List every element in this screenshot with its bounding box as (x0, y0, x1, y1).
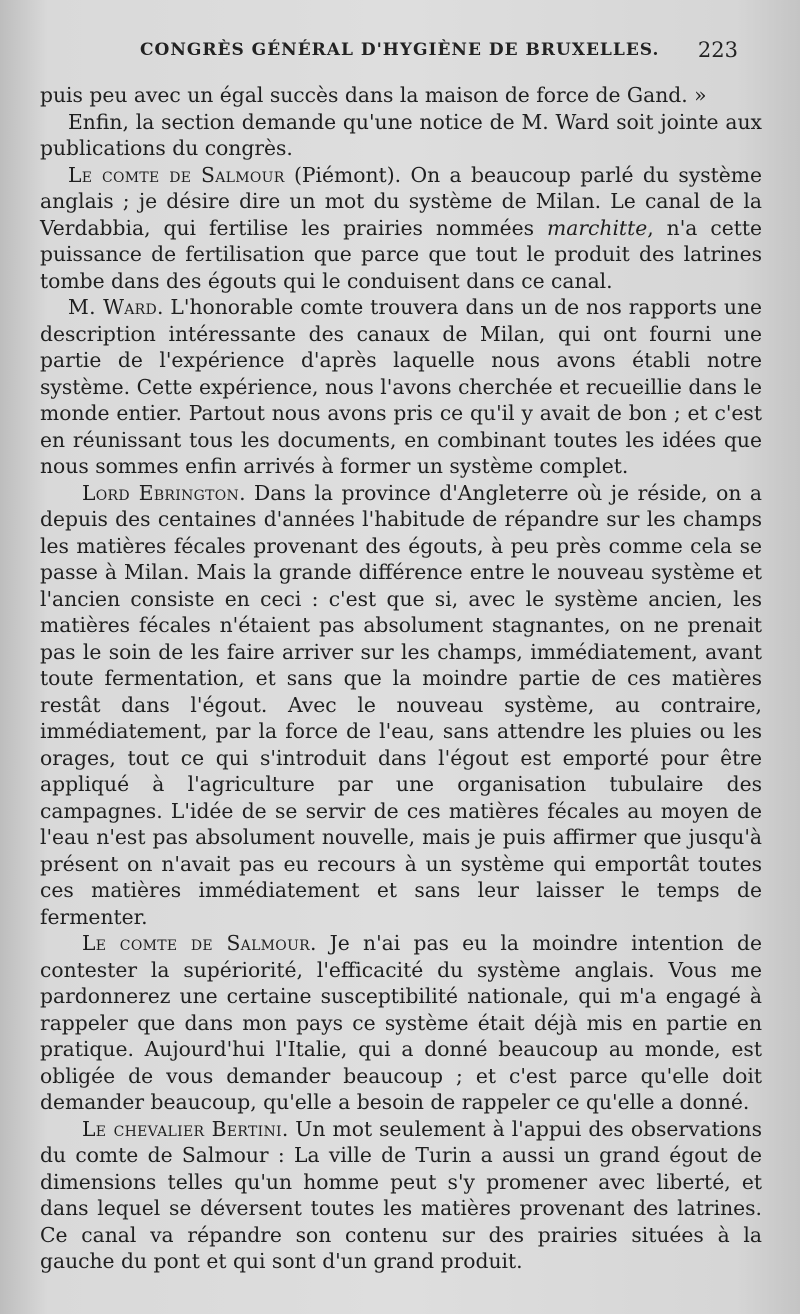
body-text (40, 82, 762, 1275)
italic-term: marchitte (547, 215, 648, 240)
paragraph-3 (40, 162, 762, 295)
paragraph-text: (Piémont). On a beaucoup parlé du système anglais ; je désire dire un mot du système de Milan. Le canal de la Verdabbia, qui fertilise les prairies nommées (40, 162, 762, 240)
paragraph-4 (40, 294, 762, 480)
paragraph-text: . L'honorable comte trouvera dans un de nos rapports une description intéressante des canaux de Milan, qui ont fourni une partie de l'expérience d'après laquelle nous avons établi notre système. Cette expérience, nous l'avons cherchée et recueillie dans le monde entier. Partout nous avons pris ce qu'il y avait de bon ; et c'est en réunissant tous les documents, en combinant toutes les idées que nous sommes enfin arrivés à former un système complet. (40, 295, 763, 478)
paragraph-text: puis peu avec un égal succès dans la maison de force de Gand. » (40, 83, 707, 107)
speaker-name: Le comte de Salmour (82, 931, 311, 955)
speaker-name: M. Ward (68, 295, 158, 319)
paragraph-2 (40, 109, 762, 162)
paragraph-7 (40, 1116, 762, 1275)
paragraph-text: . Je n'ai pas eu la moindre intention de contester la supériorité, l'efficacité du système anglais. Vous me pardonnerez une certaine susceptibilité nationale, qui m'a engagé à rappeler que dans mon pays ce système était déjà mis en partie en pratique. Aujourd'hui l'Italie, qui a donné beaucoup au monde, est obligée de vous demander beaucoup ; et c'est parce qu'elle doit demander beaucoup, qu'elle a besoin de rappeler ce qu'elle a donné. (40, 931, 762, 1114)
paragraph-text: . Un mot seulement à l'appui des observations du comte de Salmour : La ville de Turin a aussi un grand égout de dimensions telles qu'un homme peut s'y promener avec liberté, et dans lequel se déversent toutes les matières provenant des latrines. Ce canal va répandre son contenu sur des prairies situées à la gauche du pont et qui sont d'un grand produit. (40, 1116, 762, 1273)
page-number: 223 (697, 38, 738, 62)
paragraph-5 (40, 480, 762, 931)
speaker-name: Le comte de Salmour (68, 162, 285, 187)
paragraph-text-continued: , n'a cette puissance de fertilisation que parce que tout le produit des latrines tombe dans des égouts qui le conduisent dans ce canal. (40, 215, 763, 293)
running-head: CONGRÈS GÉNÉRAL D'HYGIÈNE DE BRUXELLES. (140, 40, 660, 60)
speaker-name: Lord Ebrington (82, 480, 240, 505)
paragraph-text: . Dans la province d'Angleterre où je réside, on a depuis des centaines d'années l'habitude de répandre sur les champs les matières fécales provenant des égouts, à peu près comme cela se passe à Milan. Mais la grande différence entre le nouveau système et l'ancien consiste en ceci : c'est que si, avec le système ancien, les matières fécales n'étaient pas absolument stagnantes, on ne prenait pas le soin de les faire arriver sur les champs, immédiatement, avant toute fermentation, et sans que la moindre partie de ces matières restât dans l'égout. Avec le nouveau système, au contraire, immédiatement, par la force de l'eau, sans attendre les pluies ou les orages, tout ce qui s'introduit dans l'égout est emporté pour être appliqué à l'agriculture par une organisation tubulaire des campagnes. L'idée de se servir de ces matières fécales au moyen de l'eau n'est pas absolument nouvelle, mais je puis affirmer que jusqu'à présent on n'avait pas eu recours à un système qui emportât toutes ces matières immédiatement et sans leur laisser le temps de fermenter. (40, 480, 762, 929)
paragraph-6 (40, 930, 762, 1116)
paragraph-text: Enfin, la section demande qu'une notice de M. Ward soit jointe aux publications du congrès. (40, 109, 762, 160)
speaker-name: Le chevalier Bertini (82, 1116, 282, 1141)
paragraph-1 (40, 82, 762, 109)
